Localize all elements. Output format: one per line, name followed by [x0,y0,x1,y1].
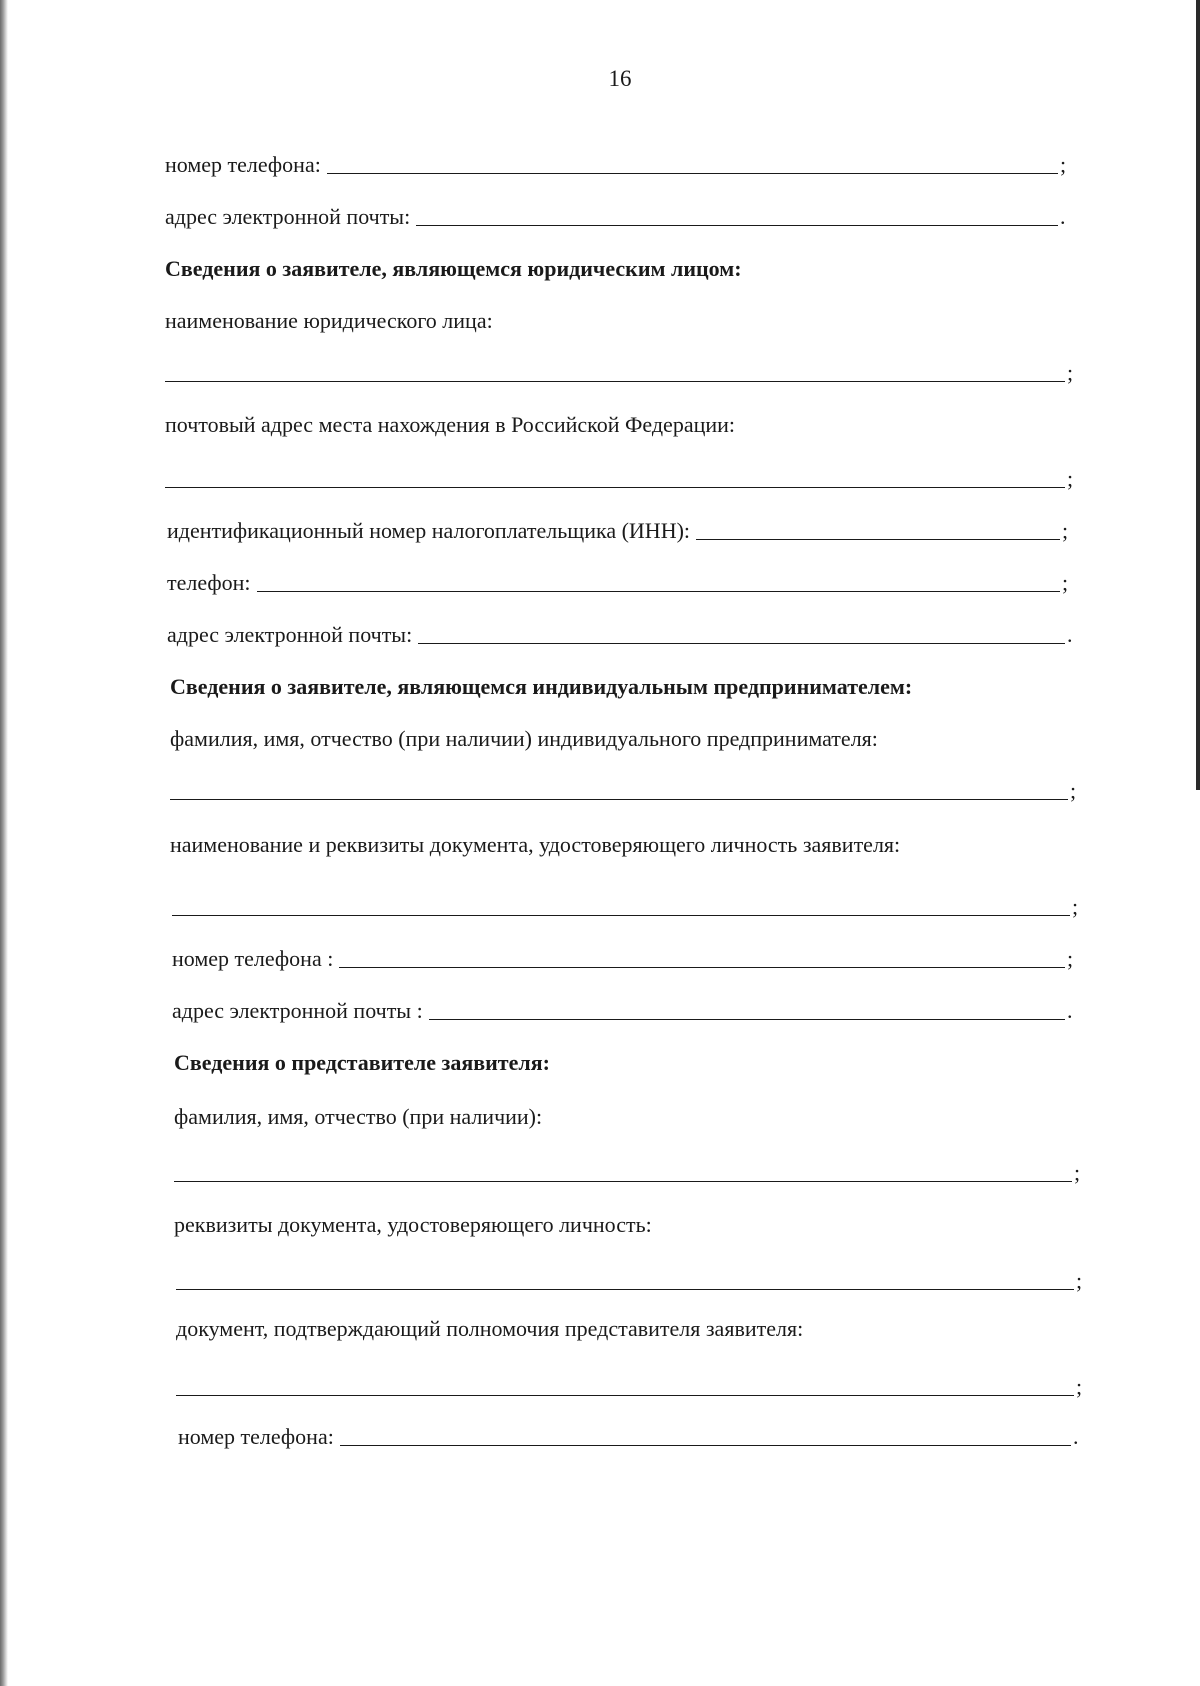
entrepreneur-name-blank[interactable] [170,777,1068,800]
representative-name-label: фамилия, имя, отчество (при наличии): [174,1104,543,1129]
representative-phone-blank[interactable] [340,1423,1071,1446]
representative-id-line [176,1262,1086,1294]
email-label: адрес электронной почты: [165,204,411,229]
section-heading-representative: Сведения о представителе заявителя: [174,1050,550,1075]
legal-entity-name-end-punct: ; [1067,360,1074,385]
representative-name-end-punct: ; [1074,1160,1081,1185]
phone-end-punct: ; [1060,152,1067,177]
inn-label: идентификационный номер налогоплательщика (ИНН): [167,518,691,543]
inn-end-punct: ; [1062,518,1069,543]
id-document-line [172,888,1082,920]
representative-name-line [174,1154,1084,1186]
entrepreneur-email-end-punct: . [1067,998,1073,1023]
entrepreneur-email-field-line [172,992,1077,1024]
representative-id-label: реквизиты документа, удостоверяющего личность: [174,1212,652,1237]
entrepreneur-phone-end-punct: ; [1067,946,1074,971]
inn-field-line [167,512,1072,544]
company-email-blank[interactable] [418,621,1065,644]
entrepreneur-phone-label: номер телефона : [172,946,334,971]
legal-entity-name-line [165,354,1077,386]
scan-left-edge [0,0,8,1686]
legal-entity-name-label: наименование юридического лица: [165,308,493,333]
section-heading-entrepreneur: Сведения о заявителе, являющемся индивидуальным предпринимателем: [170,674,913,699]
authority-document-label: документ, подтверждающий полномочия представителя заявителя: [176,1316,804,1341]
entrepreneur-phone-blank[interactable] [339,945,1065,968]
representative-id-end-punct: ; [1076,1268,1083,1293]
id-document-blank[interactable] [172,893,1070,916]
company-phone-label: телефон: [167,570,251,595]
company-email-field-line [167,616,1077,648]
authority-document-end-punct: ; [1076,1374,1083,1399]
inn-blank[interactable] [696,517,1060,540]
authority-document-blank[interactable] [176,1373,1074,1396]
company-email-end-punct: . [1067,622,1073,647]
entrepreneur-phone-field-line [172,940,1077,972]
email-field-line [165,198,1070,230]
phone-blank[interactable] [327,151,1058,174]
representative-phone-field-line [178,1418,1083,1450]
entrepreneur-email-blank[interactable] [429,997,1065,1020]
section-heading-legal-entity: Сведения о заявителе, являющемся юридическим лицом: [165,256,742,281]
id-document-end-punct: ; [1072,894,1079,919]
representative-phone-label: номер телефона: [178,1424,334,1449]
authority-document-line [176,1368,1086,1400]
company-email-label: адрес электронной почты: [167,622,413,647]
entrepreneur-name-label: фамилия, имя, отчество (при наличии) индивидуального предпринимателя: [170,726,878,751]
scan-right-edge [1196,0,1200,790]
entrepreneur-name-line [170,772,1080,804]
entrepreneur-name-end-punct: ; [1070,778,1077,803]
company-phone-blank[interactable] [257,569,1060,592]
representative-id-blank[interactable] [176,1267,1074,1290]
postal-address-line [165,460,1077,492]
postal-address-blank[interactable] [165,465,1065,488]
postal-address-label: почтовый адрес места нахождения в Российской Федерации: [165,412,736,437]
email-end-punct: . [1060,204,1066,229]
postal-address-end-punct: ; [1067,466,1074,491]
company-phone-end-punct: ; [1062,570,1069,595]
id-document-label: наименование и реквизиты документа, удостоверяющего личность заявителя: [170,832,901,857]
entrepreneur-email-label: адрес электронной почты : [172,998,423,1023]
email-blank[interactable] [416,203,1058,226]
legal-entity-name-blank[interactable] [165,359,1065,382]
company-phone-field-line [167,564,1072,596]
phone-label: номер телефона: [165,152,321,177]
representative-phone-end-punct: . [1073,1424,1079,1449]
representative-name-blank[interactable] [174,1159,1072,1182]
phone-field-line [165,146,1070,178]
page-number: 16 [608,66,632,91]
